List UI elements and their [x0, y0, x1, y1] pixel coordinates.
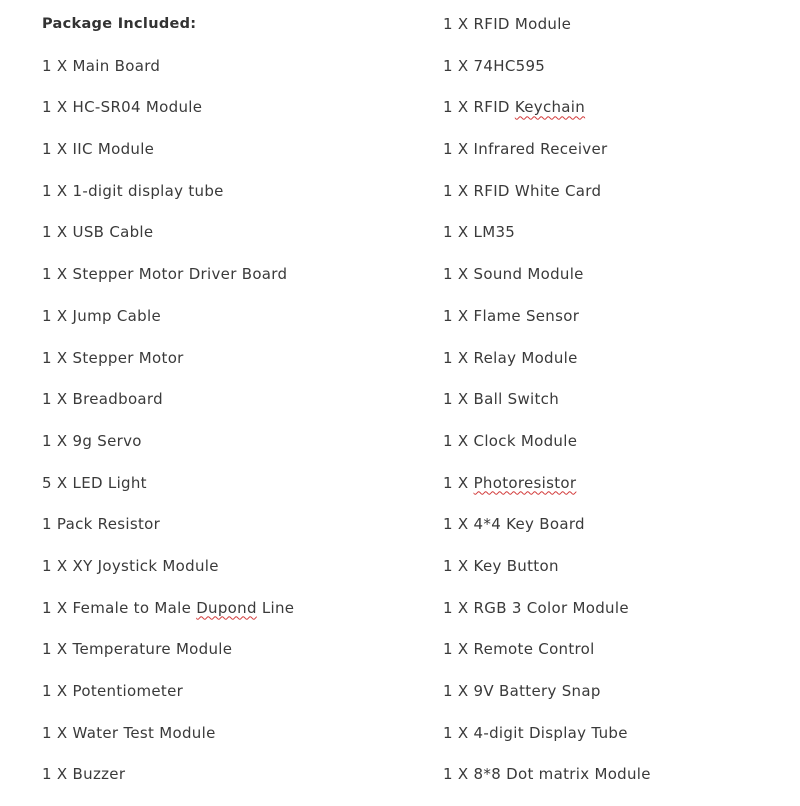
- list-item: [443, 222, 651, 264]
- item-text: 1 X Female to Male: [42, 598, 197, 617]
- list-item: [42, 348, 294, 390]
- list-item: [42, 139, 294, 181]
- item-text: 1 X: [443, 473, 474, 492]
- list-item: [443, 348, 651, 390]
- item-text: 1 X Water Test Module: [42, 723, 216, 742]
- item-text: 1 X Potentiometer: [42, 682, 184, 700]
- list-item: [42, 306, 294, 348]
- item-text: 5 X LED Light: [42, 473, 147, 492]
- list-item: [443, 56, 651, 98]
- item-text: 1 X Jump Cable: [42, 306, 161, 325]
- list-item: [42, 389, 294, 431]
- item-text: 1 X Infrared Receiver: [443, 140, 608, 159]
- list-item: [42, 639, 294, 681]
- item-text: 1 X RGB 3 Color Module: [443, 598, 629, 617]
- list-item: [443, 473, 651, 515]
- list-item: [443, 598, 651, 640]
- list-item: [42, 431, 294, 473]
- spellcheck-word: Keychain: [514, 98, 586, 117]
- item-text: Line: [256, 598, 295, 617]
- item-text: 1 X Main Board: [42, 56, 161, 75]
- item-text: 1 X 8*8 Dot matrix Module: [443, 765, 651, 784]
- item-text: 1 X 4-digit Display Tube: [443, 723, 628, 742]
- list-item: [443, 639, 651, 681]
- item-text: 1 X Buzzer: [42, 765, 126, 784]
- item-text: 1 X Flame Sensor: [443, 306, 580, 325]
- list-item: [443, 389, 651, 431]
- item-text: 1 X Breadboard: [42, 390, 163, 409]
- list-item: [42, 56, 294, 98]
- list-item: [42, 556, 294, 598]
- package-heading: Package Included:: [42, 16, 197, 32]
- item-text: 1 X RFID: [443, 98, 515, 117]
- item-text: 1 Pack Resistor: [42, 515, 161, 534]
- list-item: [42, 222, 294, 264]
- list-item: [42, 598, 294, 640]
- list-item: [443, 556, 651, 598]
- spellcheck-word: Dupond: [196, 598, 257, 617]
- item-text: 1 X 74HC595: [443, 56, 546, 75]
- list-item: [42, 97, 294, 139]
- item-text: 1 X RFID Module: [443, 15, 572, 33]
- item-text: 1 X Relay Module: [443, 348, 578, 367]
- item-text: 1 X USB Cable: [42, 223, 154, 242]
- spellcheck-word: Photoresistor: [473, 473, 577, 492]
- item-text: 1 X 9V Battery Snap: [443, 682, 601, 700]
- item-text: 1 X 1-digit display tube: [42, 181, 224, 200]
- list-item: [443, 306, 651, 348]
- left-item-list: [42, 56, 294, 806]
- item-text: 1 X 9g Servo: [42, 431, 142, 450]
- list-item: [443, 139, 651, 181]
- item-text: 1 X Key Button: [443, 556, 559, 575]
- list-item: [42, 264, 294, 306]
- list-item: [443, 681, 651, 723]
- item-text: 1 X 4*4 Key Board: [443, 515, 585, 534]
- item-text: 1 X LM35: [443, 223, 516, 242]
- item-text: 1 X Sound Module: [443, 265, 584, 284]
- item-text: 1 X Stepper Motor Driver Board: [42, 265, 288, 284]
- item-text: 1 X Stepper Motor: [42, 348, 184, 367]
- list-item: [443, 723, 651, 765]
- left-column: [42, 14, 294, 806]
- right-item-list: [443, 14, 651, 806]
- list-item: [443, 97, 651, 139]
- right-column: [443, 14, 651, 806]
- list-item: [443, 264, 651, 306]
- list-item: [42, 723, 294, 765]
- item-text: 1 X Temperature Module: [42, 640, 233, 659]
- item-text: 1 X IIC Module: [42, 140, 155, 159]
- list-item: [443, 431, 651, 473]
- item-text: 1 X Ball Switch: [443, 390, 560, 409]
- list-item: [443, 181, 651, 223]
- item-text: 1 X Remote Control: [443, 640, 595, 659]
- list-item: [42, 681, 294, 723]
- list-item: [42, 181, 294, 223]
- list-item: [42, 514, 294, 556]
- item-text: 1 X HC-SR04 Module: [42, 98, 203, 117]
- list-item: [443, 514, 651, 556]
- item-text: 1 X Clock Module: [443, 431, 578, 450]
- item-text: 1 X RFID White Card: [443, 181, 602, 200]
- list-item: [443, 14, 651, 56]
- list-item: [42, 473, 294, 515]
- item-text: 1 X XY Joystick Module: [42, 556, 219, 575]
